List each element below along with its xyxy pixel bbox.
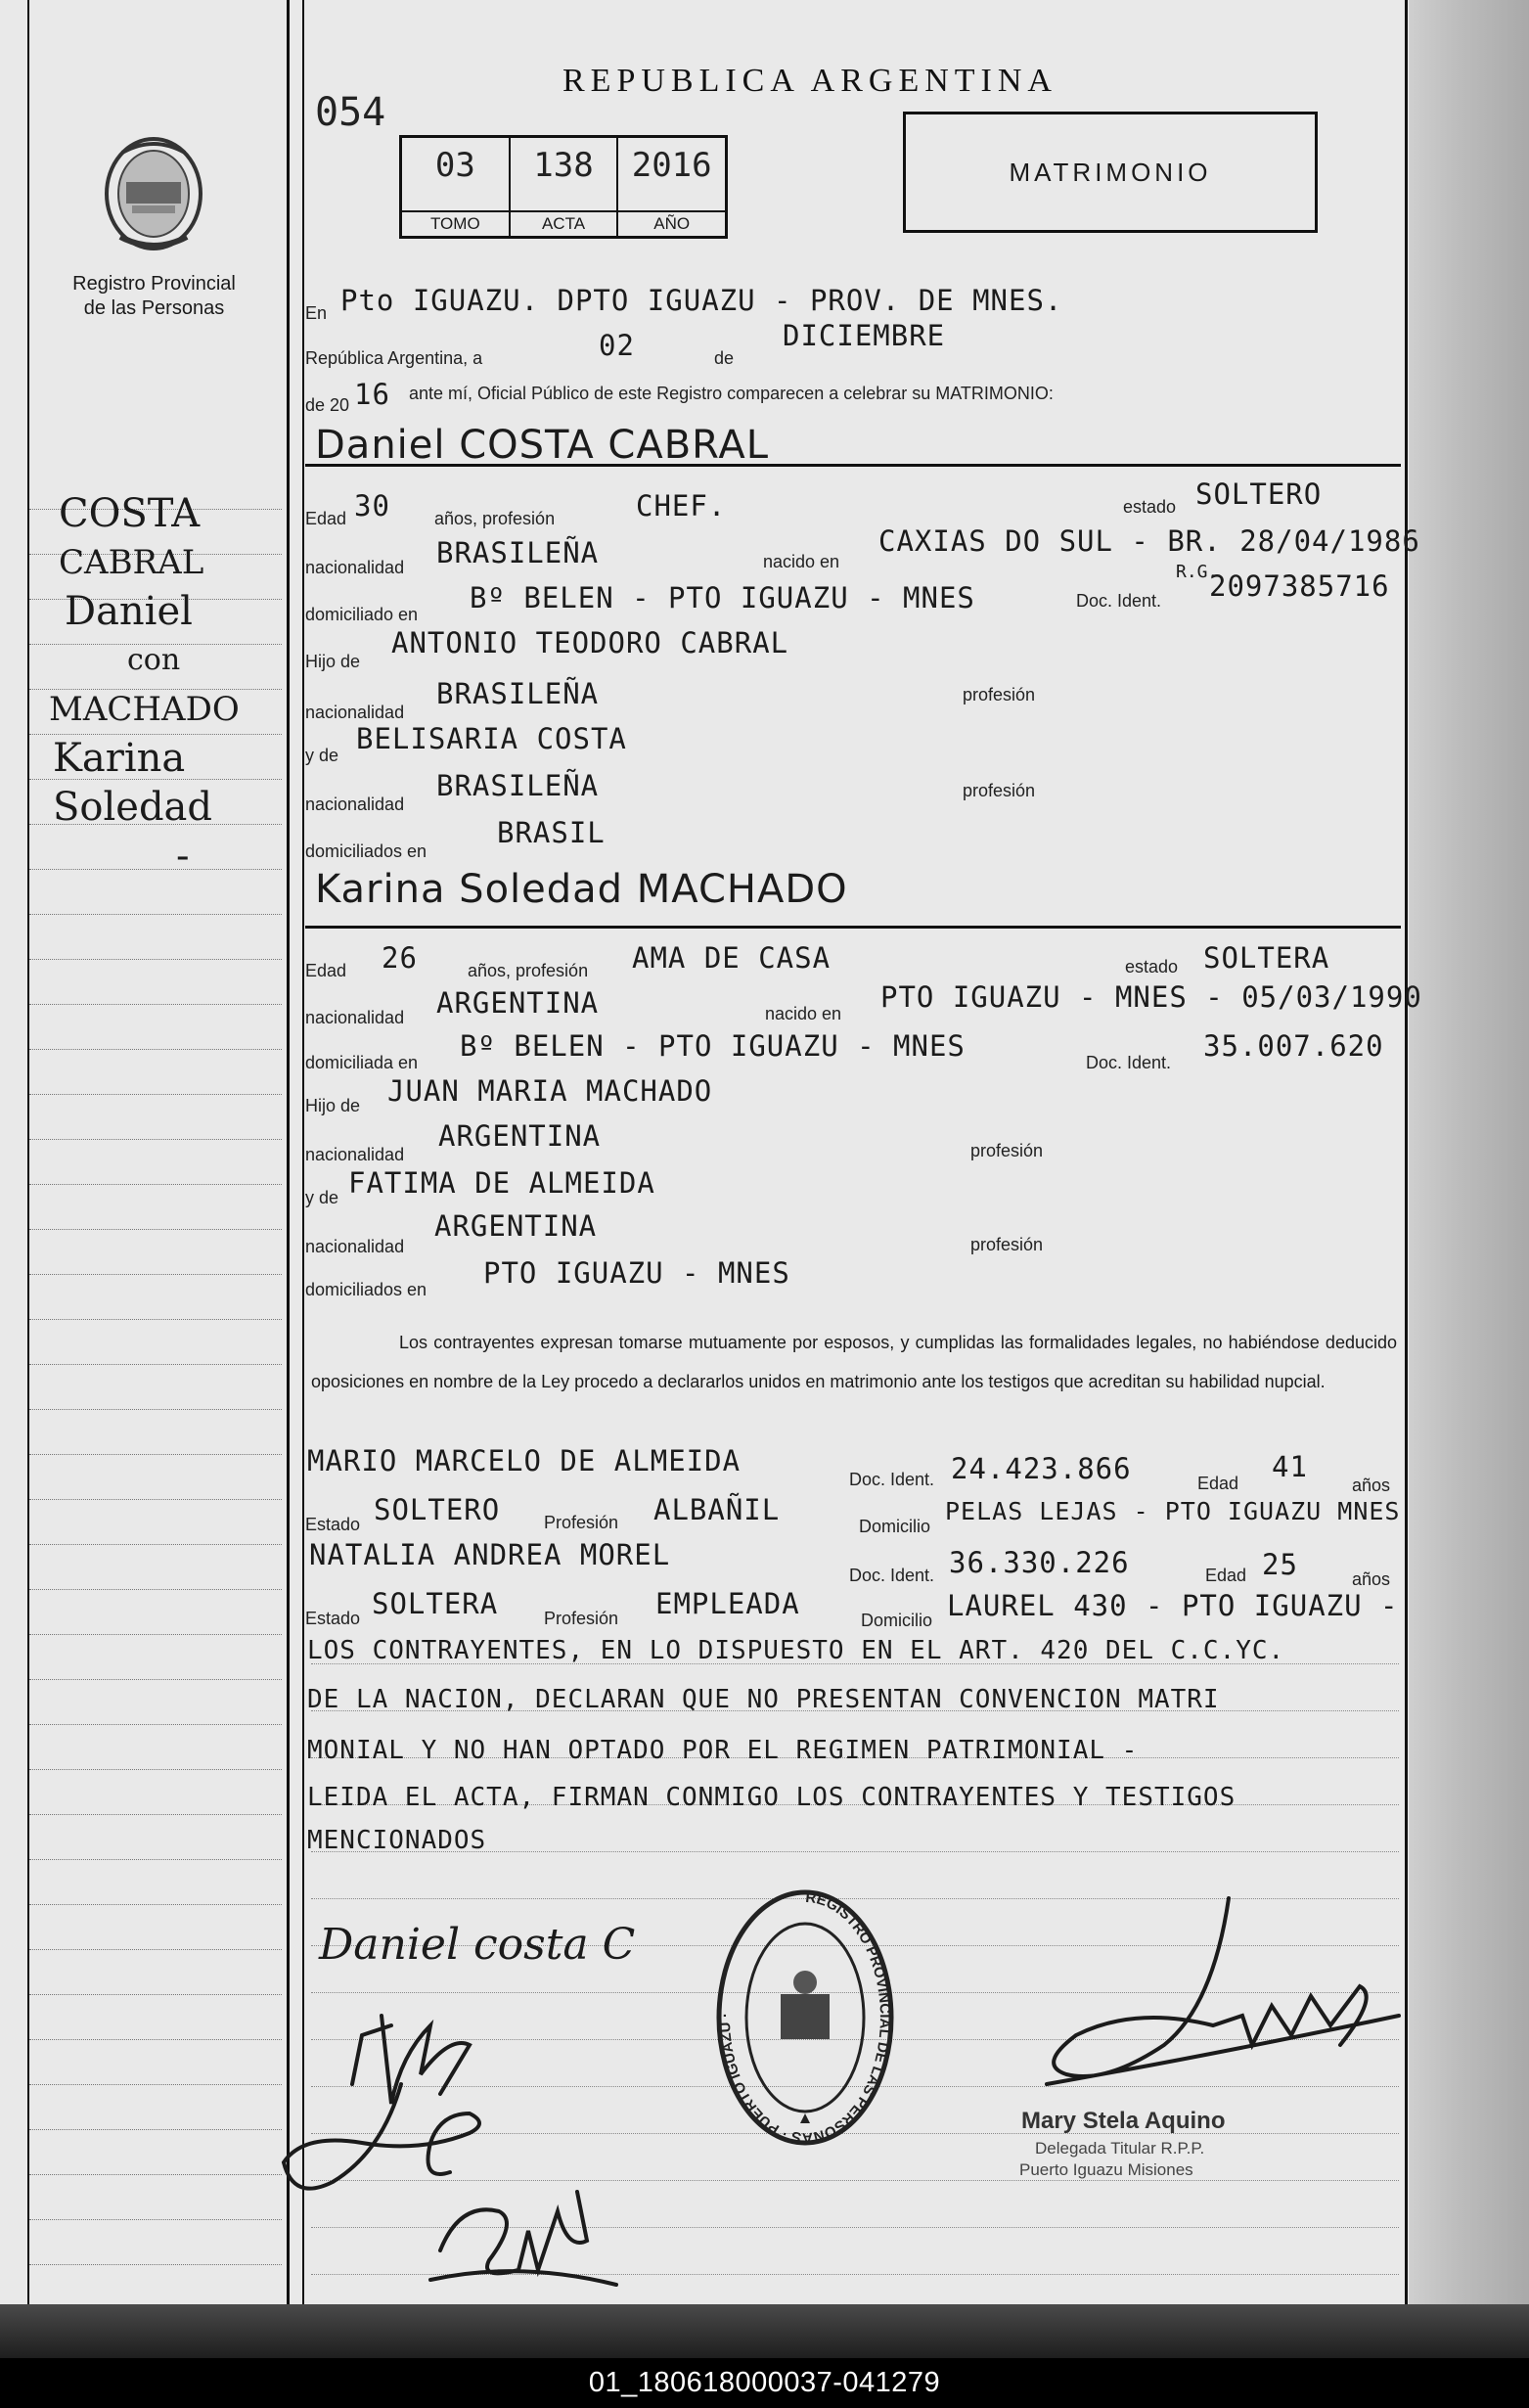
domiciliados-label: domiciliados en: [305, 1280, 427, 1299]
witness-2-name: NATALIA ANDREA MOREL: [309, 1538, 671, 1571]
bride-domicilio: Bº BELEN - PTO IGUAZU - MNES: [460, 1029, 966, 1063]
profesion-label: profesión: [963, 685, 1036, 704]
column-divider-right: [302, 0, 304, 2309]
groom-estado: SOLTERO: [1195, 477, 1323, 511]
intro-text: ante mí, Oficial Público de este Registro comparecen a celebrar su MATRIMONIO:: [409, 384, 1054, 403]
bride-profesion: AMA DE CASA: [632, 941, 832, 975]
margin-note-line: Karina: [53, 736, 186, 781]
agency-line-1: Registro Provincial: [72, 273, 236, 295]
bride-doc: 35.007.620: [1203, 1029, 1384, 1063]
witness-doc-label: Doc. Ident.: [849, 1566, 935, 1585]
place-value: Pto IGUAZU. DPTO IGUAZU - PROV. DE MNES.: [340, 284, 1063, 317]
doc-ident-label: Doc. Ident.: [1086, 1053, 1172, 1072]
hijo-de-label: Hijo de: [305, 652, 361, 671]
official-location: Puerto Iguazu Misiones: [1019, 2160, 1193, 2179]
anos-profesion-label: años, profesión: [468, 961, 589, 980]
y-de-label: y de: [305, 746, 339, 765]
margin-ruling-line: [29, 1949, 282, 1950]
hijo-de-label: Hijo de: [305, 1096, 361, 1115]
witness-profesion-label: Profesión: [544, 1513, 619, 1532]
witness-2-profesion: EMPLEADA: [655, 1587, 800, 1620]
witness-domicilio-label: Domicilio: [861, 1611, 933, 1630]
margin-note: [49, 489, 240, 881]
groom-nacido: CAXIAS DO SUL - BR. 28/04/1986: [878, 524, 1420, 558]
margin-note-line: COSTA: [59, 491, 201, 536]
margin-ruling-line: [29, 1634, 282, 1635]
en-label: En: [305, 303, 328, 323]
bride-padres-domicilio: PTO IGUAZU - MNES: [483, 1256, 790, 1290]
estado-label: estado: [1123, 497, 1177, 517]
margin-ruling-line: [29, 1049, 282, 1050]
bride-nacido: PTO IGUAZU - MNES - 05/03/1990: [880, 980, 1422, 1014]
margin-ruling-line: [29, 2084, 282, 2085]
nacionalidad-label: nacionalidad: [305, 795, 405, 814]
margin-note-line: MACHADO: [49, 690, 240, 729]
margin-note-line: con: [127, 643, 181, 677]
year-suffix: 16: [354, 378, 390, 411]
bride-name-rule: [305, 926, 1401, 929]
groom-padre-nac: BRASILEÑA: [436, 677, 600, 710]
margin-note-line: -: [176, 834, 190, 879]
anio-label: AÑO: [618, 210, 725, 236]
margin-ruling-line: [29, 2264, 282, 2265]
margin-ruling-line: [29, 2174, 282, 2175]
margin-ruling-line: [29, 914, 282, 915]
groom-name-rule: [305, 464, 1401, 467]
nacido-label: nacido en: [765, 1004, 842, 1023]
note-line: MONIAL Y NO HAN OPTADO POR EL REGIMEN PATRIMONIAL -: [307, 1736, 1139, 1765]
groom-edad: 30: [354, 489, 390, 522]
domiciliada-label: domiciliada en: [305, 1053, 419, 1072]
margin-note-line: Daniel: [65, 589, 193, 634]
margin-ruling-line: [29, 1229, 282, 1230]
provincial-seal-icon: [103, 135, 204, 252]
country-heading: REPUBLICA ARGENTINA: [562, 63, 1057, 99]
note-line: DE LA NACION, DECLARAN QUE NO PRESENTAN CONVENCION MATRI: [307, 1685, 1220, 1714]
legal-declaration: Los contrayentes expresan tomarse mutuamente por esposos, y cumplidas las formalidades legales, no habiéndose deducido oposiciones en nombre de la Ley procedo a declararlos unidos en matrimonio ante los testigos que acreditan su habilidad nupcial.: [311, 1333, 1397, 1391]
witness-domicilio-label: Domicilio: [859, 1517, 931, 1536]
bride-nacionalidad: ARGENTINA: [436, 986, 600, 1020]
witness-edad-label: Edad: [1205, 1566, 1247, 1585]
margin-ruling-line: [29, 1769, 282, 1770]
margin-ruling-line: [29, 1994, 282, 1995]
margin-note-line: Soledad: [53, 785, 213, 830]
column-divider: [287, 0, 290, 2309]
acta-reference-box: [399, 135, 728, 239]
groom-madre: BELISARIA COSTA: [356, 722, 627, 755]
margin-note-line: CABRAL: [59, 543, 204, 582]
witness-doc-label: Doc. Ident.: [849, 1470, 935, 1489]
groom-profesion: CHEF.: [636, 489, 727, 522]
margin-ruling-line: [29, 2219, 282, 2220]
domiciliado-label: domiciliado en: [305, 605, 419, 624]
groom-padres-domicilio: BRASIL: [497, 816, 606, 849]
witness-1-estado: SOLTERO: [374, 1493, 501, 1526]
bride-madre-nac: ARGENTINA: [434, 1209, 598, 1243]
folio-number: 054: [315, 90, 386, 135]
bride-madre: FATIMA DE ALMEIDA: [348, 1166, 655, 1200]
witness-2-signature-icon: [411, 2172, 626, 2299]
margin-ruling-line: [29, 1094, 282, 1095]
groom-nacionalidad: BRASILEÑA: [436, 536, 600, 569]
nacionalidad-label: nacionalidad: [305, 1237, 405, 1256]
left-margin-line: [27, 0, 29, 2309]
margin-ruling-line: [29, 1409, 282, 1410]
margin-ruling-line: [29, 2129, 282, 2130]
profesion-label: profesión: [963, 781, 1036, 800]
tomo-cell: [402, 138, 511, 236]
margin-ruling-line: [29, 1139, 282, 1140]
margin-ruling-line: [29, 1454, 282, 1455]
margin-ruling-line: [29, 1004, 282, 1005]
witness-2-edad: 25: [1262, 1548, 1298, 1581]
profesion-label: profesión: [970, 1141, 1044, 1160]
official-title: Delegada Titular R.P.P.: [1035, 2139, 1205, 2158]
groom-doc: 2097385716: [1209, 569, 1390, 603]
witness-profesion-label: Profesión: [544, 1609, 619, 1628]
margin-ruling-line: [29, 1499, 282, 1500]
groom-signature: Daniel costa C: [319, 1920, 636, 1970]
scan-bottom-edge: [0, 2304, 1529, 2358]
nacionalidad-label: nacionalidad: [305, 703, 405, 722]
estado-label: estado: [1125, 957, 1179, 977]
witness-2-domicilio: LAUREL 430 - PTO IGUAZU -: [947, 1589, 1399, 1622]
domiciliados-label: domiciliados en: [305, 841, 427, 861]
witness-anos-label: años: [1352, 1476, 1391, 1495]
margin-ruling-line: [29, 1679, 282, 1680]
witness-1-name: MARIO MARCELO DE ALMEIDA: [307, 1444, 742, 1477]
tomo-label: TOMO: [402, 210, 509, 236]
note-line: MENCIONADOS: [307, 1826, 487, 1855]
de-label: de: [714, 348, 735, 368]
witness-anos-label: años: [1352, 1569, 1391, 1589]
book-edge: [1409, 0, 1529, 2358]
republica-label: República Argentina, a: [305, 348, 483, 368]
witness-estado-label: Estado: [305, 1609, 361, 1628]
witness-2-doc: 36.330.226: [949, 1546, 1130, 1579]
official-signature-icon: [1017, 1888, 1409, 2123]
act-type-box: MATRIMONIO: [903, 112, 1318, 233]
profesion-label: profesión: [970, 1235, 1044, 1254]
nacionalidad-label: nacionalidad: [305, 1008, 405, 1027]
margin-ruling-line: [29, 1319, 282, 1320]
margin-ruling-line: [29, 1364, 282, 1365]
agency-name: [49, 272, 259, 321]
day-value: 02: [599, 329, 635, 362]
bride-padre: JUAN MARIA MACHADO: [387, 1074, 713, 1108]
witness-edad-label: Edad: [1197, 1474, 1239, 1493]
groom-madre-nac: BRASILEÑA: [436, 769, 600, 802]
nacionalidad-label: nacionalidad: [305, 1145, 405, 1164]
acta-cell: [511, 138, 619, 236]
groom-name: Daniel COSTA CABRAL: [315, 423, 769, 468]
nacido-label: nacido en: [763, 552, 840, 571]
margin-ruling-line: [29, 1589, 282, 1590]
margin-ruling-line: [29, 2039, 282, 2040]
acta-value: 138: [533, 146, 594, 185]
witness-2-estado: SOLTERA: [372, 1587, 499, 1620]
stamp-text: REGISTRO PROVINCIAL DE LAS PERSONAS · PUERTO IGUAZU ·: [716, 1888, 894, 2147]
bride-edad: 26: [382, 941, 418, 975]
month-value: DICIEMBRE: [783, 319, 946, 352]
margin-ruling-line: [29, 1184, 282, 1185]
witness-1-doc: 24.423.866: [951, 1452, 1132, 1485]
groom-doc-prefix: R.G.: [1176, 562, 1219, 582]
official-stamp-icon: [712, 1885, 898, 2149]
margin-ruling-line: [29, 1724, 282, 1725]
groom-padre: ANTONIO TEODORO CABRAL: [391, 626, 789, 659]
margin-ruling-line: [29, 1544, 282, 1545]
agency-line-2: de las Personas: [83, 297, 225, 319]
edad-label: Edad: [305, 961, 347, 980]
bride-padre-nac: ARGENTINA: [438, 1119, 602, 1153]
anos-profesion-label: años, profesión: [434, 509, 556, 528]
official-name: Mary Stela Aquino: [1021, 2108, 1226, 2134]
note-line: LOS CONTRAYENTES, EN LO DISPUESTO EN EL ART. 420 DEL C.C.YC.: [307, 1636, 1285, 1665]
margin-ruling-line: [29, 1904, 282, 1905]
nacionalidad-label: nacionalidad: [305, 558, 405, 577]
witness-estado-label: Estado: [305, 1515, 361, 1534]
doc-ident-label: Doc. Ident.: [1076, 591, 1162, 611]
footer-identifier: 01_180618000037-041279: [0, 2358, 1529, 2408]
acta-label: ACTA: [511, 210, 617, 236]
tomo-value: 03: [434, 146, 475, 185]
margin-ruling-line: [29, 1814, 282, 1815]
witness-1-profesion: ALBAÑIL: [653, 1493, 781, 1526]
anio-value: 2016: [631, 146, 712, 185]
y-de-label: y de: [305, 1188, 339, 1207]
edad-label: Edad: [305, 509, 347, 528]
anio-cell: [618, 138, 725, 236]
bride-estado: SOLTERA: [1203, 941, 1330, 975]
groom-domicilio: Bº BELEN - PTO IGUAZU - MNES: [470, 581, 975, 614]
year-prefix: de 20: [305, 395, 350, 415]
bride-name: Karina Soledad MACHADO: [315, 867, 848, 912]
margin-ruling-line: [29, 1859, 282, 1860]
margin-ruling-line: [29, 959, 282, 960]
margin-ruling-line: [29, 1274, 282, 1275]
witness-1-domicilio: PELAS LEJAS - PTO IGUAZU MNES: [945, 1497, 1401, 1525]
witness-1-edad: 41: [1272, 1450, 1308, 1483]
note-line: LEIDA EL ACTA, FIRMAN CONMIGO LOS CONTRAYENTES Y TESTIGOS: [307, 1783, 1237, 1812]
